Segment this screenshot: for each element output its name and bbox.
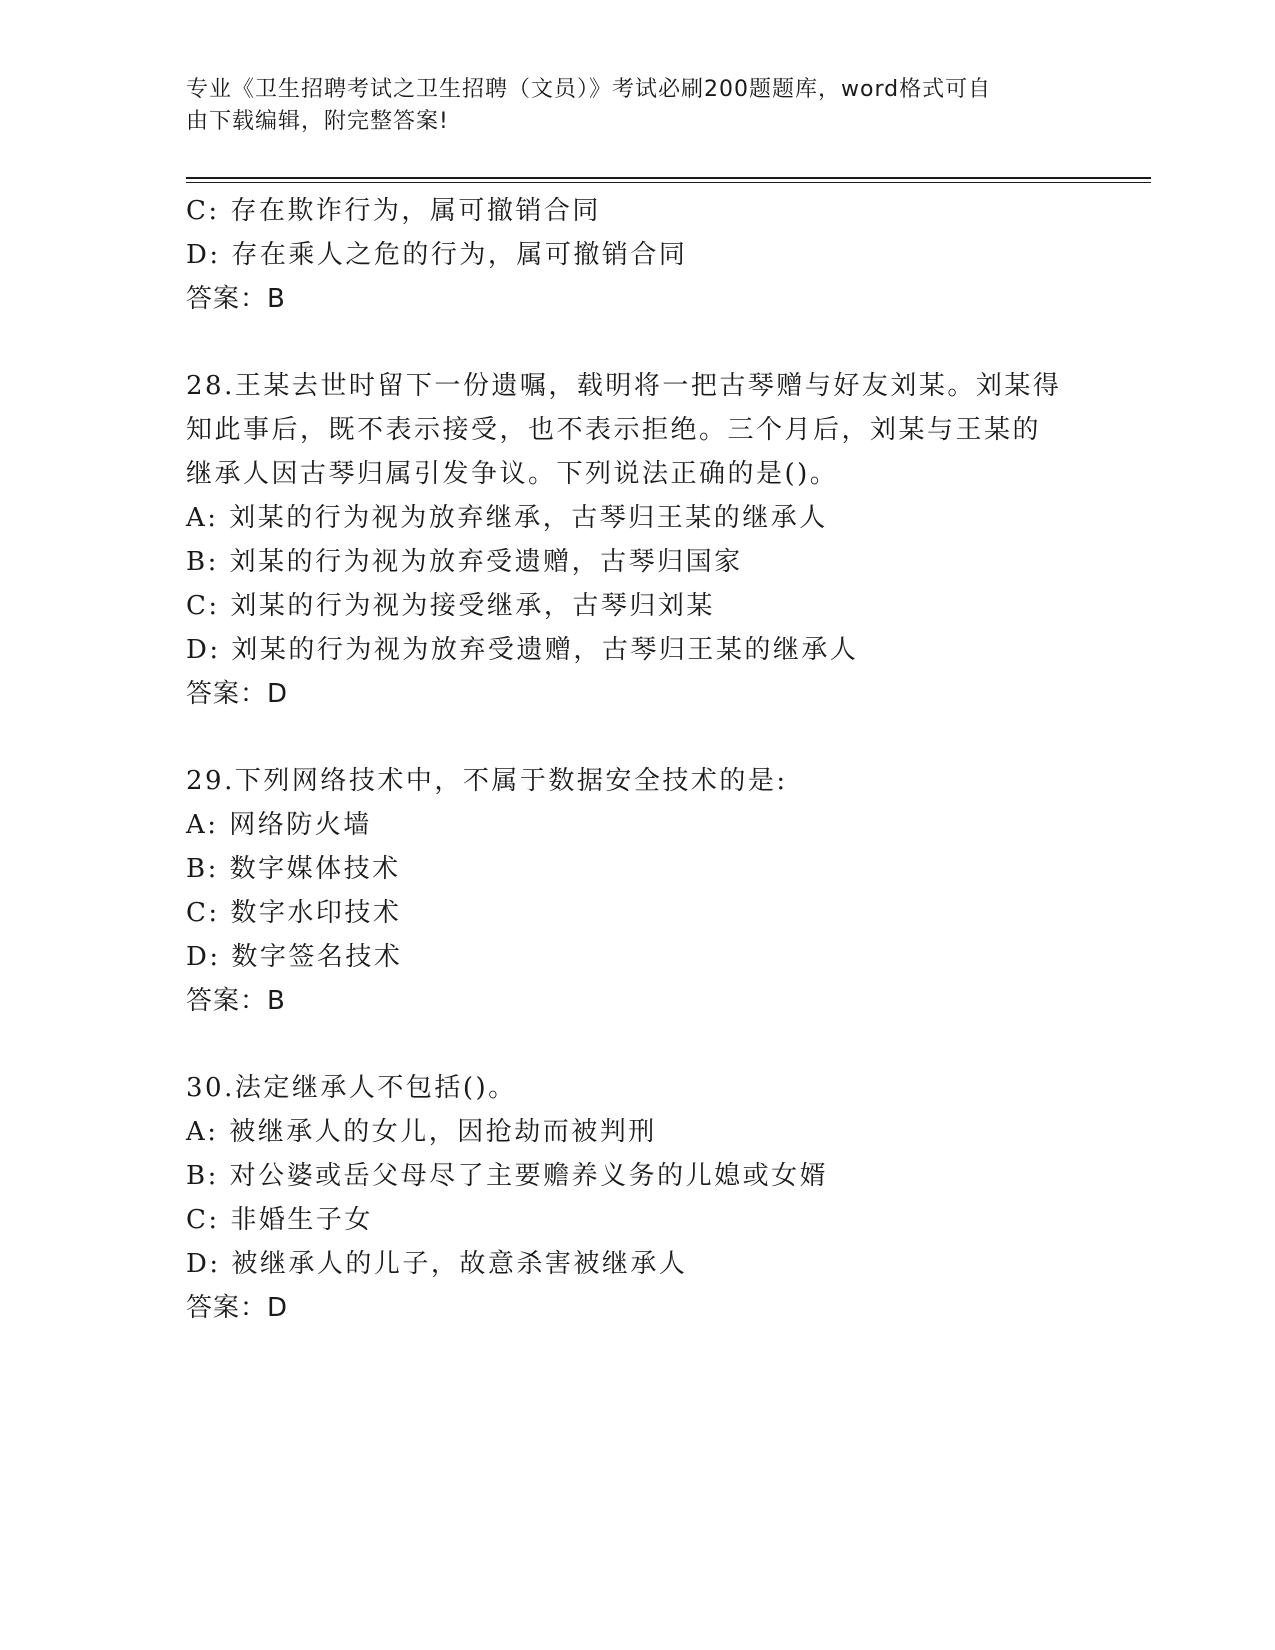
option-line: B: 对公婆或岳父母尽了主要赡养义务的儿媳或女婿 bbox=[186, 1161, 829, 1191]
option-line: C: 存在欺诈行为，属可撤销合同 bbox=[186, 196, 601, 226]
question-line: 30.法定继承人不包括()。 bbox=[186, 1073, 517, 1103]
question-line: 知此事后，既不表示接受，也不表示拒绝。三个月后，刘某与王某的 bbox=[186, 415, 1042, 445]
question-line: 29.下列网络技术中，不属于数据安全技术的是: bbox=[186, 766, 788, 796]
option-line: B: 数字媒体技术 bbox=[186, 854, 401, 884]
option-line: D: 被继承人的儿子，故意杀害被继承人 bbox=[186, 1249, 688, 1279]
option-line: A: 刘某的行为视为放弃继承，古琴归王某的继承人 bbox=[186, 503, 828, 533]
option-line: C: 数字水印技术 bbox=[186, 898, 402, 928]
question-line: 28.王某去世时留下一份遗嘱，载明将一把古琴赠与好友刘某。刘某得 bbox=[186, 371, 1062, 401]
document-header bbox=[186, 74, 1066, 138]
option-line: D: 数字签名技术 bbox=[186, 942, 403, 972]
option-line: A: 被继承人的女儿，因抢劫而被判刑 bbox=[186, 1117, 657, 1147]
question-line: 继承人因古琴归属引发争议。下列说法正确的是()。 bbox=[186, 459, 839, 489]
header-divider-thin bbox=[186, 182, 1151, 183]
header-divider-thick bbox=[186, 177, 1151, 179]
option-line: D: 存在乘人之危的行为，属可撤销合同 bbox=[186, 240, 688, 270]
option-line: B: 刘某的行为视为放弃受遗赠，古琴归国家 bbox=[186, 547, 743, 577]
option-line: C: 刘某的行为视为接受继承，古琴归刘某 bbox=[186, 591, 715, 621]
option-line: A: 网络防火墙 bbox=[186, 810, 372, 840]
answer-line: 答案：D bbox=[186, 679, 289, 709]
header-line-2: 由下载编辑，附完整答案! bbox=[186, 109, 449, 134]
header-line-1: 专业《卫生招聘考试之卫生招聘（文员）》考试必刷200题题库，word格式可自 bbox=[186, 77, 992, 102]
answer-line: 答案：D bbox=[186, 1293, 289, 1323]
answer-line: 答案：B bbox=[186, 284, 286, 314]
option-line: C: 非婚生子女 bbox=[186, 1205, 373, 1235]
answer-line: 答案：B bbox=[186, 986, 286, 1016]
option-line: D: 刘某的行为视为放弃受遗赠，古琴归王某的继承人 bbox=[186, 635, 859, 665]
